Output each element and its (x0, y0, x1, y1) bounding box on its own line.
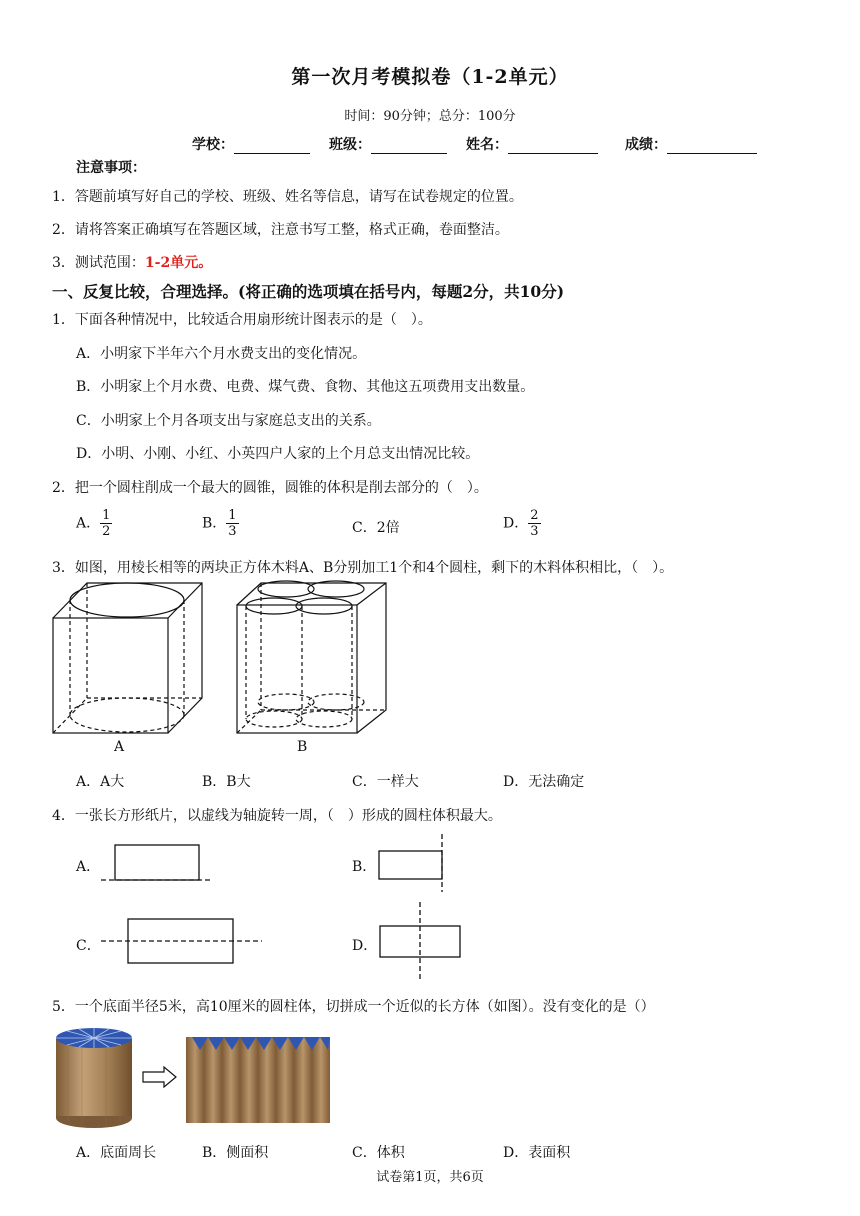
q1-option-d[interactable]: D．小明、小刚、小红、小英四户人家的上个月总支出情况比较。 (76, 446, 480, 462)
cuboid-image (184, 1033, 332, 1125)
q5-option-d[interactable]: D．表面积 (503, 1145, 571, 1161)
q3-option-d[interactable]: D．无法确定 (503, 774, 585, 790)
q2-option-b[interactable] (202, 508, 239, 539)
page-footer: 试卷第1页，共6页 (376, 1170, 484, 1185)
name-field (466, 134, 598, 154)
q5-option-c[interactable]: C．体积 (352, 1145, 405, 1161)
q2-option-b-label: B． (202, 515, 227, 532)
q3-option-c[interactable]: C．一样大 (352, 774, 419, 790)
q5-stem: 5．一个底面半径5米，高10厘米的圆柱体，切拼成一个近似的长方体（如图）。没有变化的是（） (52, 999, 655, 1015)
class-label: 班级： (329, 137, 371, 153)
cube-a-label: A (114, 739, 125, 755)
q1-option-a[interactable]: A．小明家下半年六个月水费支出的变化情况。 (76, 346, 367, 362)
q2-option-a-label: A． (76, 515, 101, 532)
q5-option-a[interactable]: A．底面周长 (76, 1145, 157, 1161)
notes-heading: 注意事项： (76, 160, 146, 176)
q1-stem: 1．下面各种情况中，比较适合用扇形统计图表示的是（ ）。 (52, 312, 432, 328)
q2-option-a[interactable] (76, 508, 112, 539)
school-blank[interactable] (234, 137, 310, 154)
q4-option-b-figure[interactable] (376, 833, 446, 893)
q4-option-c-figure[interactable] (100, 917, 265, 967)
cube-b-label: B (297, 739, 308, 755)
note-item-1: 1．答题前填写好自己的学校、班级、姓名等信息，请写在试卷规定的位置。 (52, 189, 523, 205)
school-label: 学校： (192, 137, 234, 153)
q1-option-b[interactable]: B．小明家上个月水费、电费、煤气费、食物、其他这五项费用支出数量。 (76, 379, 535, 395)
q2-option-d-label: D． (503, 515, 529, 532)
fraction-two-thirds: $\frac{2}{3}$ (530, 508, 539, 539)
class-field (329, 134, 447, 154)
school-field (192, 134, 310, 154)
q4-option-c-label[interactable]: C． (76, 938, 101, 954)
q4-stem: 4．一张长方形纸片，以虚线为轴旋转一周，（ ）形成的圆柱体积最大。 (52, 808, 502, 824)
q2-option-d[interactable] (503, 508, 541, 539)
q2-option-c[interactable]: C．2倍 (352, 520, 400, 536)
q4-option-d-figure[interactable] (376, 901, 466, 983)
note-item-3 (52, 252, 212, 272)
name-label: 姓名： (466, 137, 508, 153)
note-item-2: 2．请将答案正确填写在答题区域，注意书写工整，格式正确，卷面整洁。 (52, 222, 509, 238)
q4-option-a-label[interactable]: A． (76, 859, 101, 875)
q2-stem: 2．把一个圆柱削成一个最大的圆锥，圆锥的体积是削去部分的（ ）。 (52, 480, 488, 496)
q4-option-a-figure[interactable] (100, 843, 215, 885)
section-1-heading: 一、反复比较，合理选择。(将正确的选项填在括号内，每题2分，共10分) (52, 282, 565, 301)
exam-subtitle: 时间：90分钟；总分：100分 (344, 109, 516, 124)
fraction-one-half: $\frac{1}{2}$ (102, 508, 111, 539)
q3-option-a[interactable]: A．A大 (76, 774, 125, 790)
q3-stem: 3．如图，用棱长相等的两块正方体木料A、B分别加工1个和4个圆柱，剩下的木料体积相比，（ ）。 (52, 560, 674, 576)
q4-option-d-label[interactable]: D． (352, 938, 378, 954)
page-title: 第一次月考模拟卷（1-2单元） (291, 66, 569, 88)
q4-option-b-label[interactable]: B． (352, 859, 377, 875)
scope-label: 3．测试范围： (52, 255, 145, 271)
score-blank[interactable] (667, 137, 757, 154)
name-blank[interactable] (508, 137, 598, 154)
scope-value: 1-2单元。 (144, 255, 213, 271)
cube-b-diagram (236, 580, 396, 740)
cube-a-diagram (50, 580, 210, 740)
score-field (625, 134, 757, 154)
right-arrow-icon (142, 1066, 178, 1088)
q3-option-b[interactable]: B．B大 (202, 774, 251, 790)
score-label: 成绩： (625, 137, 667, 153)
cylinder-image (54, 1026, 134, 1130)
q1-option-c[interactable]: C．小明家上个月各项支出与家庭总支出的关系。 (76, 413, 381, 429)
fraction-one-third: $\frac{1}{3}$ (228, 508, 237, 539)
class-blank[interactable] (371, 137, 447, 154)
q5-option-b[interactable]: B．侧面积 (202, 1145, 269, 1161)
